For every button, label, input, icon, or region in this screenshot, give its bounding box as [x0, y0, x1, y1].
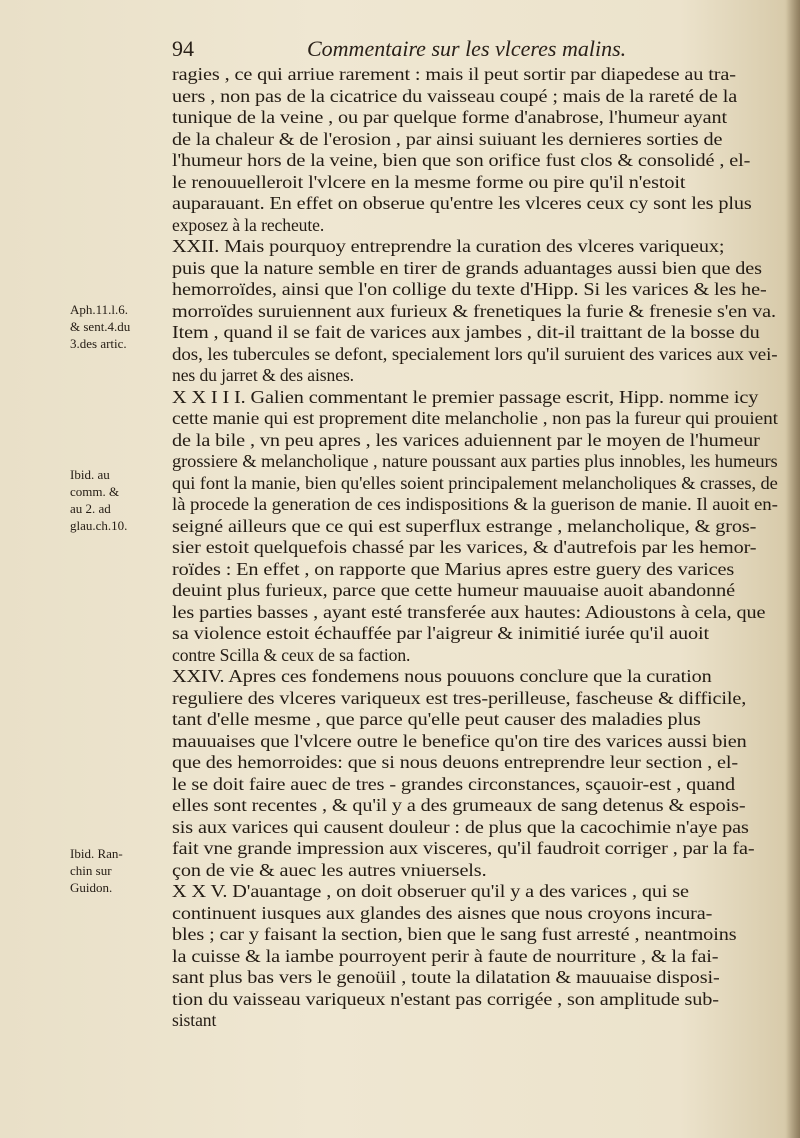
text-line: le renouuelleroit l'vlcere en la mesme forme ou pire qu'il n'estoit — [172, 171, 686, 192]
text-line: reguliere des vlceres variqueux est tres-perilleuse, fascheuse & difficile, — [172, 687, 747, 708]
text-line: deuint plus furieux, parce que cette humeur mauuaise auoit abandonné — [172, 580, 735, 600]
text-line: nes du jarret & des aisnes. — [172, 365, 354, 385]
text-line: contre Scilla & ceux de sa faction. — [172, 644, 411, 665]
text-line: tion du vaisseau variqueux n'estant pas corrigée , son amplitude sub- — [172, 988, 719, 1009]
text-line: dos, les tubercules se defont, specialement lors qu'il suruient des varices aux vei- — [172, 343, 778, 364]
text-line: les parties basses , ayant esté transferée aux hautes: Adioustons à cela, que — [172, 601, 766, 622]
text-line: mauuaises que l'vlcere outre le benefice qu'on tire des varices aussi bien — [172, 730, 747, 751]
margin-note-line: 3.des artic. — [70, 336, 127, 351]
text-line: X X V. D'auantage , on doit obseruer qu'il y a des varices , qui se — [172, 881, 689, 901]
margin-note-line: & sent.4.du — [70, 319, 131, 334]
text-line: qui font la manie, bien qu'elles soient principalement melancholiques & crasses, de — [172, 472, 778, 493]
text-line: tant d'elle mesme , que parce qu'elle peut causer des maladies plus — [172, 709, 701, 729]
text-line: çon de vie & auec les autres vniuersels. — [172, 859, 487, 880]
margin-note-line: au 2. ad — [70, 501, 111, 516]
text-line: uers , non pas de la cicatrice du vaisseau coupé ; mais de la rareté de la — [172, 85, 738, 106]
text-line: cette manie qui est proprement dite melancholie , non pas la fureur qui prouient — [172, 408, 778, 428]
text-line: que des hemorroides: que si nous deuons entreprendre leur section , el- — [172, 752, 739, 772]
text-line: fait vne grande impression aux visceres, qu'il faudroit corriger , par la fa- — [172, 838, 755, 858]
text-line: continuent iusques aux glandes des aisnes que nous croyons incura- — [172, 902, 713, 923]
margin-note-line: Ibid. Ran- — [70, 846, 123, 861]
text-line: X X I I I. Galien commentant le premier passage escrit, Hipp. nomme icy — [172, 386, 759, 407]
text-line: tunique de la veine , ou par quelque forme d'anabrose, l'humeur ayant — [172, 107, 728, 127]
text-line: grossiere & melancholique , nature poussant aux parties plus innobles, les humeurs — [172, 451, 778, 471]
margin-note-line: Guidon. — [70, 880, 113, 895]
margin-note-aphorism — [70, 301, 170, 352]
margin-note-line: chin sur — [70, 863, 112, 878]
text-line: hemorroïdes, ainsi que l'on collige du texte d'Hipp. Si les varices & les he- — [172, 279, 767, 299]
running-title: Commentaire sur les vlceres malins. — [307, 36, 627, 61]
text-line: ragies , ce qui arriue rarement : mais il peut sortir par diapedese au tra- — [172, 64, 736, 84]
text-line: là procede la generation de ces indispositions & la guerison de manie. Il auoit en- — [172, 494, 778, 514]
margin-note-line: Ibid. au — [70, 467, 110, 482]
margin-note-line: Aph.11.l.6. — [70, 302, 129, 317]
text-line: elles sont recentes , & qu'il y a des grumeaux de sang detenus & espois- — [172, 795, 746, 815]
text-line: sistant — [172, 1010, 217, 1030]
text-line: sis aux varices qui causent douleur : de plus que la cacochimie n'aye pas — [172, 816, 749, 837]
margin-note-line: glau.ch.10. — [70, 518, 128, 533]
text-line: Item , quand il se fait de varices aux jambes , dit-il traittant de la bosse du — [172, 322, 760, 342]
text-line: sa violence estoit échauffée par l'aigreur & inimitié iurée qu'il auoit — [172, 623, 709, 643]
text-line: de la chaleur & de l'erosion , par ainsi suiuant les dernieres sorties de — [172, 128, 723, 149]
text-line: XXII. Mais pourquoy entreprendre la curation des vlceres variqueux; — [172, 236, 725, 256]
text-line: sier estoit quelquefois chassé par les varices, & d'autrefois par les hemor- — [172, 537, 757, 557]
margin-note-galen — [70, 466, 170, 534]
margin-note-line: comm. & — [70, 484, 120, 499]
text-line: le se doit faire auec de tres - grandes circonstances, sçauoir-est , quand — [172, 773, 735, 794]
page-edge-shadow — [786, 0, 800, 1138]
text-line: l'humeur hors de la veine, bien que son orifice fust clos & consolidé , el- — [172, 150, 751, 170]
text-line: seigné ailleurs que ce qui est superflux estrange , melancholique, & gros- — [172, 515, 757, 536]
text-line: sant plus bas vers le genoüil , toute la dilatation & mauuaise disposi- — [172, 967, 720, 987]
body-text — [172, 64, 778, 1032]
margin-note-ranchin — [70, 845, 170, 896]
page-header — [172, 36, 772, 66]
text-line: morroïdes suruiennent aux furieux & frenetiques la furie & frenesie s'en va. — [172, 300, 776, 321]
text-line: de la bile , vn peu apres , les varices aduiennent par le moyen de l'humeur — [172, 429, 760, 450]
text-line: auparauant. En effet on obserue qu'entre les vlceres ceux cy sont les plus — [172, 193, 752, 213]
text-line: puis que la nature semble en tirer de grands aduantages aussi bien que des — [172, 257, 762, 278]
page-number: 94 — [172, 36, 194, 61]
text-line: roïdes : En effet , on rapporte que Marius apres estre guery des varices — [172, 558, 735, 579]
text-line: la cuisse & la iambe pourroyent perir à faute de nourriture , & la fai- — [172, 945, 719, 966]
text-line: XXIV. Apres ces fondemens nous pouuons conclure que la curation — [172, 666, 712, 686]
text-line: bles ; car y faisant la section, bien que le sang fust arresté , neantmoins — [172, 924, 737, 944]
text-line: exposez à la recheute. — [172, 214, 325, 235]
